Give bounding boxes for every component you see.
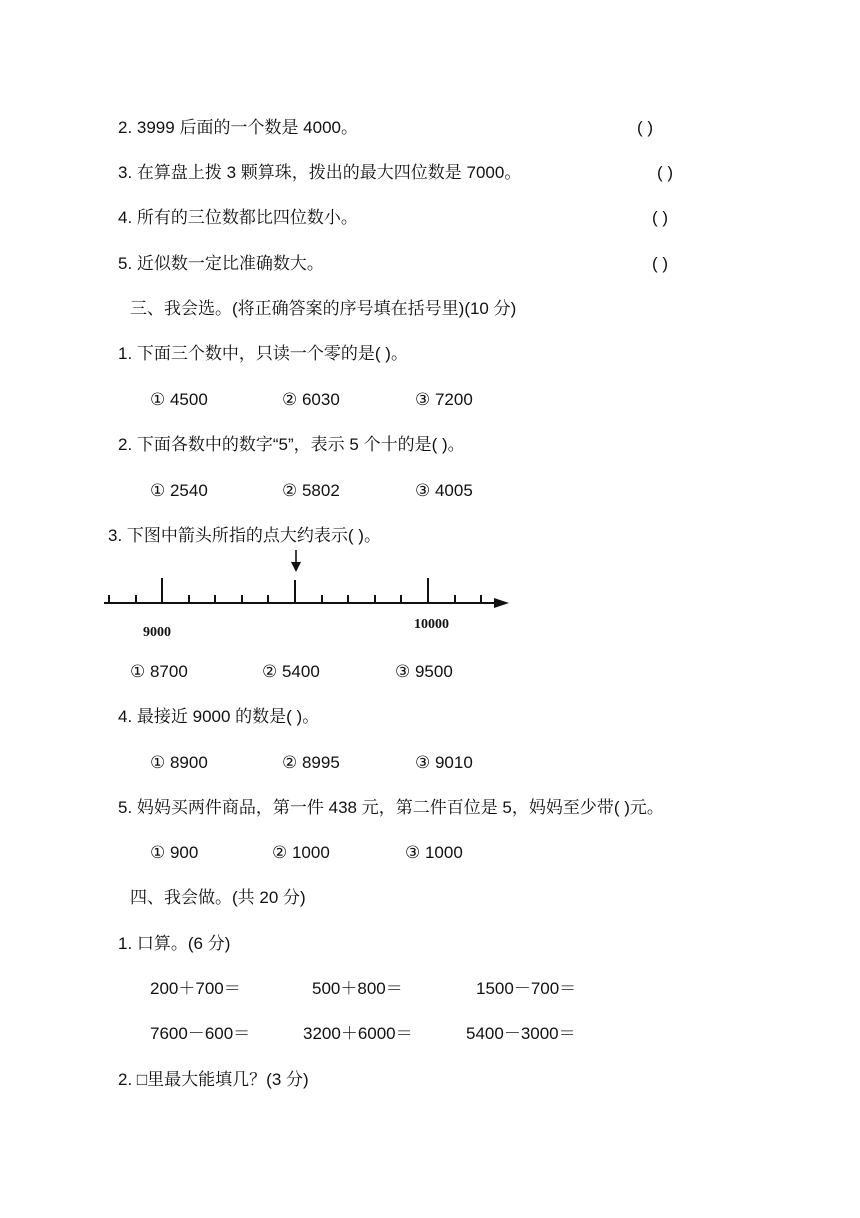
mental-math-item: 7600－600＝ <box>150 1024 251 1043</box>
choice-q2-option-2[interactable]: ② 5802 <box>282 481 340 500</box>
pointer-arrow-icon <box>291 550 301 572</box>
doit-q1: 1. 口算。(6 分) <box>118 934 231 953</box>
choice-q5-option-2[interactable]: ② 1000 <box>272 843 330 862</box>
choice-q4-option-2[interactable]: ② 8995 <box>282 753 340 772</box>
choice-q3-option-2[interactable]: ② 5400 <box>262 662 320 681</box>
judge-item-4: 4. 所有的三位数都比四位数小。 <box>118 208 358 227</box>
choice-q2: 2. 下面各数中的数字“5”，表示 5 个十的是( )。 <box>118 435 465 454</box>
choice-q1: 1. 下面三个数中，只读一个零的是( )。 <box>118 344 408 363</box>
section-4-heading: 四、我会做。(共 20 分) <box>130 888 306 907</box>
choice-q4-option-3[interactable]: ③ 9010 <box>415 753 473 772</box>
choice-q2-option-1[interactable]: ① 2540 <box>150 481 208 500</box>
judge-item-3: 3. 在算盘上拨 3 颗算珠，拨出的最大四位数是 7000。 <box>118 163 522 182</box>
choice-q1-option-2[interactable]: ② 6030 <box>282 390 340 409</box>
number-line-arrowhead <box>494 598 509 608</box>
choice-q5: 5. 妈妈买两件商品，第一件 438 元，第二件百位是 5，妈妈至少带( )元。 <box>118 798 664 817</box>
choice-q5-option-1[interactable]: ① 900 <box>150 843 199 862</box>
choice-q5-option-3[interactable]: ③ 1000 <box>405 843 463 862</box>
choice-q1-option-3[interactable]: ③ 7200 <box>415 390 473 409</box>
choice-q3: 3. 下图中箭头所指的点大约表示( )。 <box>108 526 381 545</box>
judge-answer-blank-3[interactable]: ( ) <box>657 163 674 182</box>
judge-item-5: 5. 近似数一定比准确数大。 <box>118 254 324 273</box>
judge-answer-blank-5[interactable]: ( ) <box>652 254 669 273</box>
doit-q2: 2. □里最大能填几？(3 分) <box>118 1070 309 1089</box>
judge-answer-blank-2[interactable]: ( ) <box>637 118 654 137</box>
judge-answer-blank-4[interactable]: ( ) <box>652 208 669 227</box>
choice-q4-option-1[interactable]: ① 8900 <box>150 753 208 772</box>
mental-math-item: 5400－3000＝ <box>466 1024 576 1043</box>
choice-q2-option-3[interactable]: ③ 4005 <box>415 481 473 500</box>
axis-label-10000: 10000 <box>414 617 449 632</box>
choice-q1-option-1[interactable]: ① 4500 <box>150 390 208 409</box>
choice-q4: 4. 最接近 9000 的数是( )。 <box>118 707 320 726</box>
judge-item-2: 2. 3999 后面的一个数是 4000。 <box>118 118 358 137</box>
axis-label-9000: 9000 <box>143 625 171 640</box>
mental-math-item: 200＋700＝ <box>150 979 241 998</box>
choice-q3-option-3[interactable]: ③ 9500 <box>395 662 453 681</box>
mental-math-item: 1500－700＝ <box>476 979 577 998</box>
mental-math-item: 500＋800＝ <box>312 979 403 998</box>
choice-q3-option-1[interactable]: ① 8700 <box>130 662 188 681</box>
mental-math-item: 3200＋6000＝ <box>303 1024 413 1043</box>
section-3-heading: 三、我会选。(将正确答案的序号填在括号里)(10 分) <box>130 299 517 318</box>
